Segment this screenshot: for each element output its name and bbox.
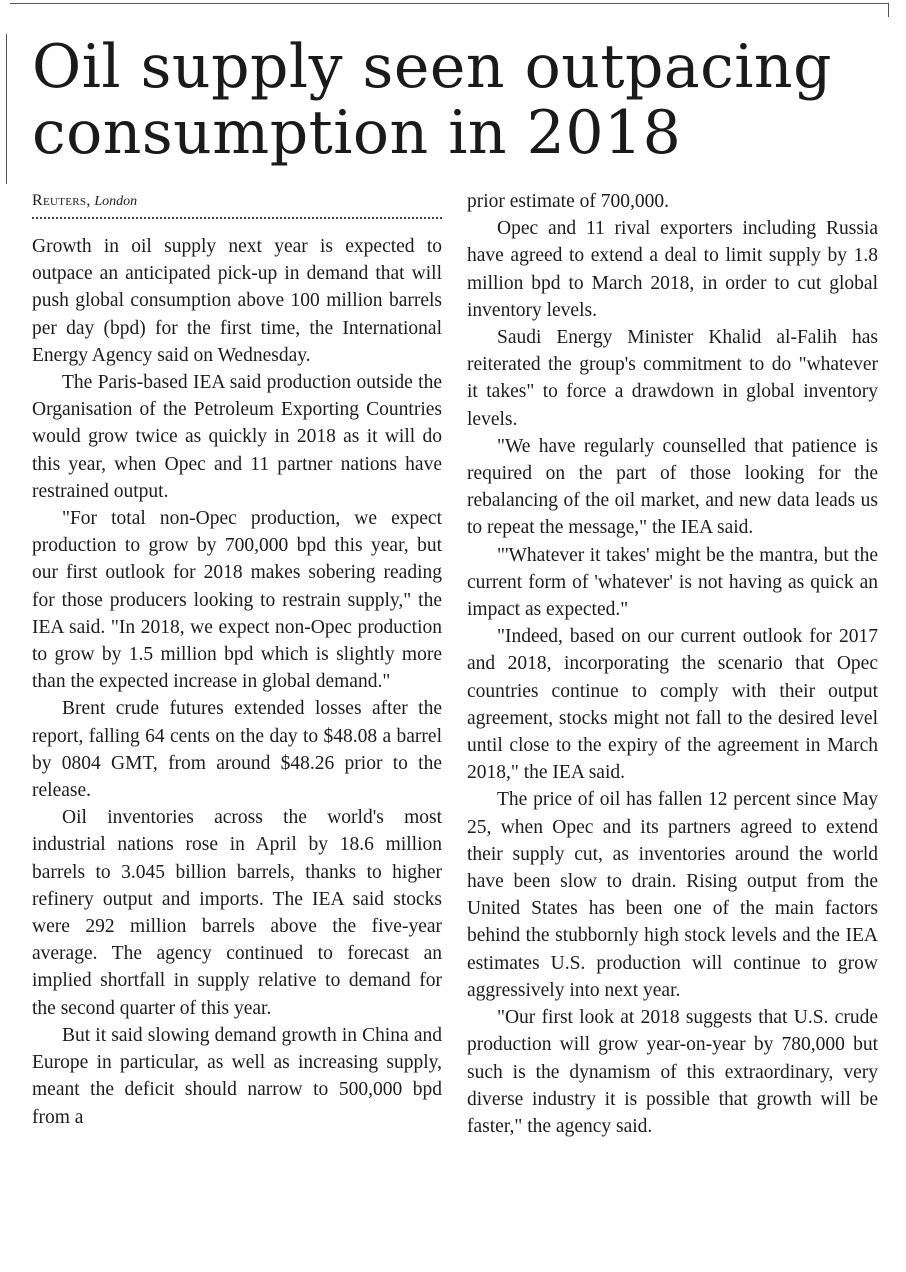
paragraph: "Indeed, based on our current outlook for 2017 and 2018, incorporating the scenario that Opec countries continue to comply with their output agreement, stocks might not fall to the desired level until close to the expiry of the agreement in March 2018," the IEA said.: [467, 626, 878, 784]
top-border-rule: [10, 3, 888, 4]
paragraph: The price of oil has fallen 12 percent since May 25, when Opec and its partners agreed to extend their supply cut, as inventories around the world have been slow to drain. Rising output from the United States has been one of the main factors behind the stubbornly high stock levels and the IEA estimates U.S. production will continue to grow aggressively into next year.: [467, 789, 878, 1001]
paragraph: Brent crude futures extended losses after the report, falling 64 cents on the day to $48.08 a barrel by 0804 GMT, from around $48.26 prior to the release.: [32, 698, 442, 802]
left-border-rule: [6, 34, 7, 184]
paragraph: Growth in oil supply next year is expected to outpace an anticipated pick-up in demand that will push global consumption above 100 million barrels per day (bpd) for the first time, the International Energy Agency said on Wednesday.: [32, 236, 442, 366]
right-border-rule: [888, 3, 889, 17]
paragraph: Oil inventories across the world's most industrial nations rose in April by 18.6 million barrels to 3.045 billion barrels, thanks to higher refinery output and imports. The IEA said stocks were 292 million barrels above the five-year average. The agency continued to forecast an implied shortfall in supply relative to demand for the second quarter of this year.: [32, 807, 442, 1019]
headline: Oil supply seen outpacing consumption in 2018: [32, 32, 832, 168]
paragraph: "'Whatever it takes' might be the mantra, but the current form of 'whatever' is not having as quick an impact as expected.": [467, 544, 878, 621]
paragraph: But it said slowing demand growth in China and Europe in particular, as well as increasing supply, meant the deficit should narrow to 500,000 bpd from a: [32, 1024, 442, 1128]
paragraph-continued: prior estimate of 700,000.: [467, 191, 669, 212]
paragraph: "Our first look at 2018 suggests that U.S. crude production will grow year-on-year by 780,000 but such is the dynamism of this extraordinary, very diverse industry it is possible that growth will be faster," the agency said.: [467, 1007, 878, 1137]
byline-city: London: [94, 194, 138, 209]
article-column-left: [32, 188, 442, 1131]
byline-agency: Reuters,: [32, 192, 91, 209]
article-column-right: [467, 188, 878, 1140]
paragraph: The Paris-based IEA said production outside the Organisation of the Petroleum Exporting Countries would grow twice as quickly in 2018 as it will do this year, when Opec and 11 partner nations have restrained output.: [32, 372, 442, 502]
paragraph: Saudi Energy Minister Khalid al-Falih has reiterated the group's commitment to do "whatever it takes" to force a drawdown in global inventory levels.: [467, 327, 878, 430]
paragraph: "We have regularly counselled that patience is required on the part of those looking for the rebalancing of the oil market, and new data leads us to repeat the message," the IEA said.: [467, 435, 878, 539]
byline: [32, 188, 442, 214]
dotted-divider: [32, 217, 442, 230]
paragraph: "For total non-Opec production, we expect production to grow by 700,000 bpd this year, but our first outlook for 2018 makes sobering reading for those producers looking to restrain supply," the IEA said. "In 2018, we expect non-Opec production to grow by 1.5 million bpd which is slightly more than the expected increase in global demand.": [32, 508, 442, 693]
paragraph: Opec and 11 rival exporters including Russia have agreed to extend a deal to limit supply by 1.8 million bpd to March 2018, in order to cut global inventory levels.: [467, 218, 878, 321]
